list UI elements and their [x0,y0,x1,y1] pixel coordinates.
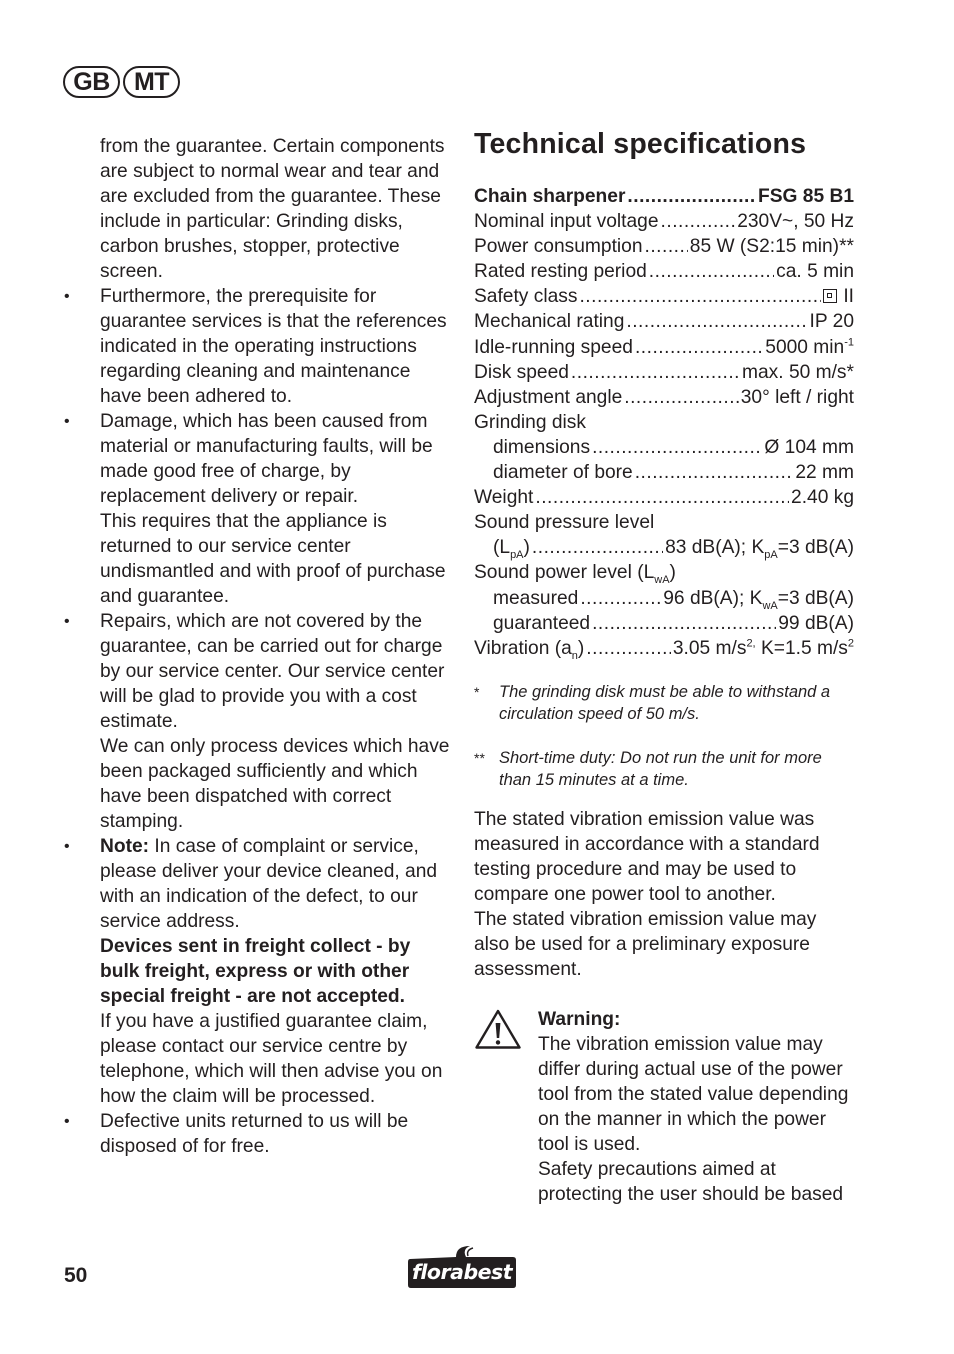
bullet-text: If you have a justified guarantee claim, please contact our service centre by telephone, which will then advise you on how the claim will be processed. [100,1011,443,1107]
spec-label: Disk speed [474,361,569,383]
spec-row-safety [474,284,854,309]
bullet-text [100,834,454,934]
bullet-text: This requires that the appliance is returned to our service center undismantled and with proof of purchase and guarantee. [100,511,446,607]
warning-title: Warning: [538,1008,621,1030]
footnote-mark: * [474,683,480,700]
warning-text: Safety precautions aimed at protecting the user should be based [538,1158,844,1205]
spec-row-vibration [474,636,854,661]
spec-label: guaranteed [493,612,591,634]
swl-close: ) [669,562,676,584]
vibration-paragraph [474,807,854,982]
spec-label: Weight [474,487,534,509]
kwa-value: =3 dB(A) [777,587,854,609]
spec-value: 230V~, 50 Hz [737,211,854,233]
spec-group-grinding: Grinding disk [474,411,586,433]
section-title: Technical specifications [474,128,807,160]
spec-value: 85 W (S2:15 min)** [689,236,854,258]
spec-value: 2.40 kg [791,487,854,509]
spec-value: 22 mm [795,462,854,484]
kpa-sub: pA [764,549,778,562]
spec-label: Idle-running speed [474,336,633,358]
spec-row-angle [474,385,854,410]
idle-value: 5000 min [765,336,845,358]
spec-label: Safety class [474,286,578,308]
spec-row-guaranteed [474,611,854,636]
spec-value: 30° left / right [740,386,854,408]
spec-value [823,284,854,309]
vib-sup: 2, [746,637,756,650]
spec-value: Ø 104 mm [764,436,854,458]
warning-triangle-icon [474,1008,522,1050]
spec-row-voltage [474,209,854,234]
guarantee-bullet-note [64,834,454,1109]
lpa-value: 83 dB(A); K [665,537,765,559]
specs-column [474,126,854,1207]
guarantee-bullet-damage [64,409,454,609]
vib-k-value: K=1.5 m/s [755,637,848,659]
spec-group-sound-pressure: Sound pressure level [474,512,655,534]
spec-row-header [474,184,854,209]
bullet-text: • Defective units returned to us will be disposed of for free. [100,1111,409,1157]
spec-value [765,335,854,360]
vib-label: Vibration (a [474,637,572,659]
guarantee-bullet-prerequisite [64,284,454,409]
florabest-logo [406,1245,518,1289]
spec-value: ca. 5 min [776,261,854,283]
warning-text: The vibration emission value may differ during actual use of the power tool from the stated value depending on the manner in which the power tool is used. [538,1033,849,1155]
lpa-close: ) [523,537,530,559]
badge-gb: GB [63,66,120,98]
spec-label [474,636,584,661]
spec-label: diameter of bore [493,462,633,484]
spec-label: Power consumption [474,236,643,258]
spec-row-power [474,234,854,259]
spec-label [493,535,530,560]
freight-warning: Devices sent in freight collect - by bulk freight, express or with other special freight - are not accepted. [100,936,411,1007]
swl-sub: wA [654,574,670,587]
spec-value: 99 dB(A) [778,612,854,634]
badge-mt: MT [123,66,180,98]
safety-class-value: II [843,286,854,308]
spec-label: Adjustment angle [474,386,623,408]
vibration-text: The stated vibration emission value was measured in accordance with a standard testing procedure and may be used to compare one power tool to another. [474,808,820,905]
spec-row-measured [474,586,854,611]
spec-label: dimensions [493,436,591,458]
footnote-text: The grinding disk must be able to withstand a circulation speed of 50 m/s. [499,682,831,723]
measured-value: 96 dB(A); K [663,587,763,609]
guarantee-paragraph: from the guarantee. Certain components are subject to normal wear and tear and are excluded from the guarantee. These include in particular: Grinding disks, carbon brushes, stopper, protective screen. [100,136,445,282]
kwa-sub: wA [762,599,778,612]
vib-sub: n [571,649,578,662]
footnote-1 [474,681,854,725]
spec-label: Rated resting period [474,261,647,283]
spec-row-dimensions [474,435,854,460]
bullet-text: We can only process devices which have been packaged sufficiently and which have been dispatched with correct stamping. [100,736,450,832]
spec-row-mechanical [474,309,854,334]
spec-value: IP 20 [809,311,854,333]
spec-row-lpa [474,535,854,560]
warning-block [474,1007,854,1207]
footnote-text: Short-time duty: Do not run the unit for more than 15 minutes at a time. [499,748,822,789]
spec-row-weight [474,485,854,510]
swl-label: Sound power level (L [474,562,655,584]
double-insulation-icon [823,289,837,303]
note-label: Note: [100,836,150,857]
footnotes [474,681,854,791]
spec-row-bore [474,460,854,485]
spec-label: Chain sharpener [474,186,626,207]
vibration-text: The stated vibration emission value may also be used for a preliminary exposure assessment. [474,908,817,980]
spec-value: max. 50 m/s* [742,361,854,383]
lpa-open: (L [493,537,511,559]
spec-value [665,535,854,560]
spec-label: Mechanical rating [474,311,625,333]
logo-text: florabest [411,1260,513,1284]
bullet-text: • Repairs, which are not covered by the guarantee, can be carried out for charge by our service center. Our service center will be glad to provide you with a cost estimate. [100,611,445,732]
spec-row-idle [474,335,854,360]
spec-value: FSG 85 B1 [758,186,854,207]
guarantee-column [64,134,454,1159]
page-number: 50 [64,1264,88,1287]
bullet-text: • Damage, which has been caused from material or manufacturing faults, will be made good free of charge, by replacement delivery or repair. [100,411,433,507]
guarantee-bullet-repairs [64,609,454,834]
vib-close: ) [577,637,585,659]
kpa-value: =3 dB(A) [777,537,854,559]
spec-table [474,184,854,661]
spec-group-sound-power [474,560,854,585]
spec-row-disk-speed [474,360,854,385]
note-text: In case of complaint or service, please deliver your device cleaned, and with an indication of the defect, to our service address. [100,836,438,932]
spec-label: measured [493,587,579,609]
vib-value: 3.05 m/s [672,637,747,659]
footnote-2 [474,747,854,791]
idle-unit-sup: -1 [844,336,854,349]
bullet-text: • Furthermore, the prerequisite for guarantee services is that the references indicated in the operating instructions regarding cleaning and maintenance have been adhered to. [100,286,447,407]
spec-row-rest [474,259,854,284]
spec-label: Nominal input voltage [474,211,659,233]
vib-k-sup: 2 [847,637,854,650]
spec-value [673,636,854,661]
language-badges [63,66,180,98]
spec-value [663,586,854,611]
lpa-sub: pA [510,549,524,562]
guarantee-bullet-defective [64,1109,454,1159]
footnote-mark: ** [474,749,485,766]
